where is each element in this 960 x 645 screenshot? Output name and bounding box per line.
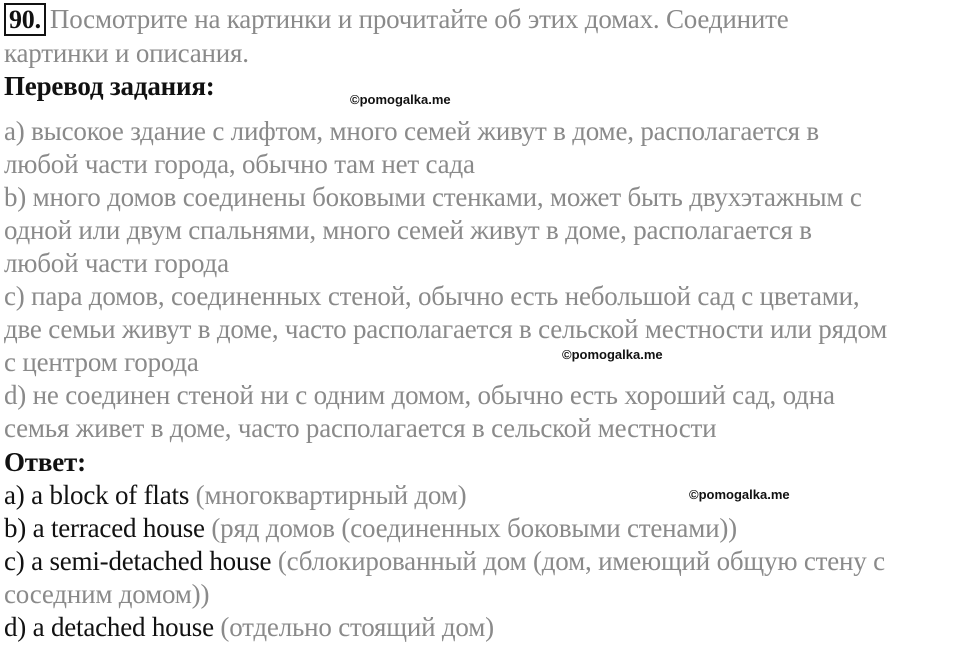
translation-line: семья живет в доме, часто располагается в сельской местности	[4, 413, 717, 443]
watermark: ©pomogalka.me	[689, 487, 790, 502]
answer-russian: (многоквартирный дом)	[189, 480, 467, 510]
watermark: ©pomogalka.me	[350, 92, 451, 107]
answer-russian: (отдельно стоящий дом)	[213, 612, 494, 642]
answer-item-c-continued	[4, 578, 209, 611]
answer-item-c	[4, 545, 885, 578]
translation-line: b) много домов соединены боковыми стенками, может быть двухэтажным с	[4, 182, 862, 212]
translation-line: одной или двум спальнями, много семей живут в доме, располагается в	[4, 215, 812, 245]
translation-line: c) пара домов, соединенных стеной, обычно есть небольшой сад с цветами,	[4, 281, 860, 311]
answer-russian: (сблокированный дом (дом, имеющий общую стену с	[271, 546, 885, 576]
translation-line: a) высокое здание с лифтом, много семей живут в доме, располагается в	[4, 116, 819, 146]
answer-russian: (ряд домов (соединенных боковыми стенами))	[204, 513, 737, 543]
answer-item-d	[4, 611, 494, 644]
translation-line: любой части города	[4, 248, 229, 278]
translation-line: две семьи живут в доме, часто располагается в сельской местности или рядом	[4, 314, 888, 344]
answer-english: d) a detached house	[4, 612, 214, 642]
translation-line: d) не соединен стеной ни с одним домом, обычно есть хороший сад, одна	[4, 380, 835, 410]
task-number: 90.	[4, 3, 46, 36]
answer-item-a	[4, 479, 466, 512]
task-instruction-line-2: картинки и описания.	[4, 38, 249, 68]
answer-russian: соседним домом))	[4, 579, 210, 609]
watermark: ©pomogalka.me	[562, 347, 663, 362]
task-instruction-text-1: Посмотрите на картинки и прочитайте об этих домах. Соедините	[49, 4, 789, 34]
answer-item-b	[4, 512, 737, 545]
task-instruction-line-1	[4, 3, 789, 36]
translation-heading: Перевод задания:	[4, 71, 215, 101]
translation-line: любой части города, обычно там нет сада	[4, 149, 475, 179]
answer-english: a) a block of flats	[4, 480, 190, 510]
answer-english: c) a semi-detached house	[4, 546, 272, 576]
answer-heading: Ответ:	[4, 447, 86, 477]
translation-line: с центром города	[4, 347, 199, 377]
answer-english: b) a terraced house	[4, 513, 205, 543]
